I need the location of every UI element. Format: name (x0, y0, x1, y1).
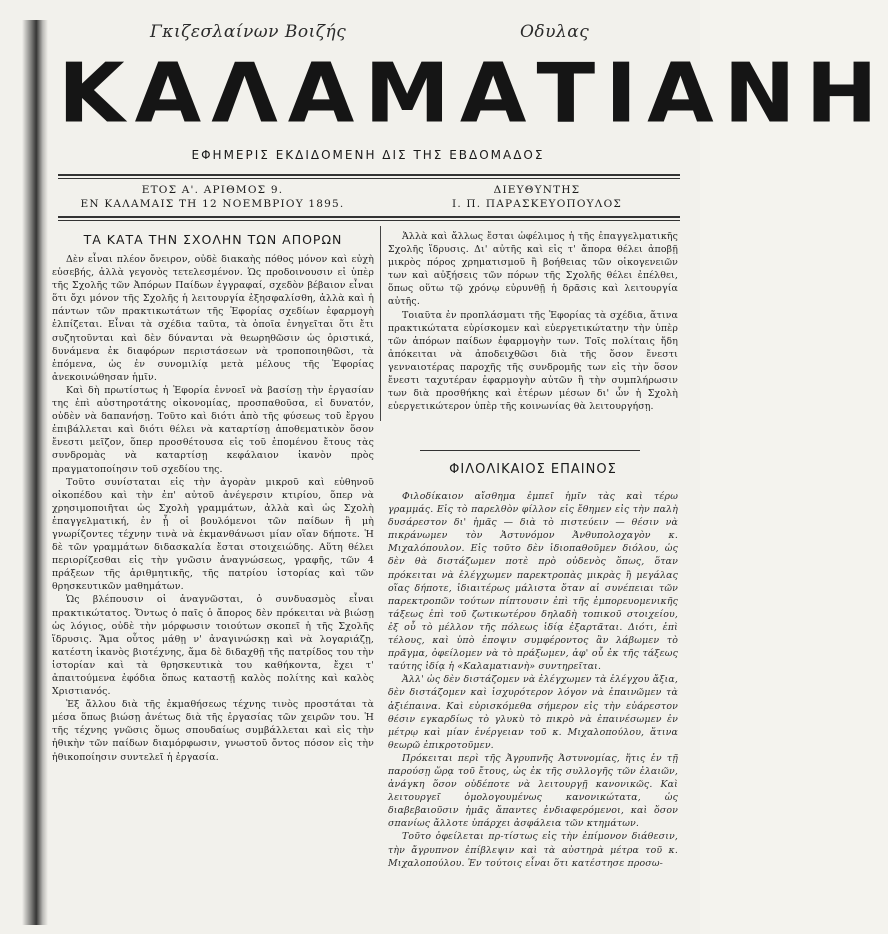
paragraph: Τοιαῦτα ἐν προπλάσματι τῆς Ἐφορίας τὰ σχέδια, ἅτινα πρακτικώτατα εὑρίσκομεν καὶ εὐεργετικώτατην τὴν ὑπὲρ τῶν ἀπόρων παίδων ἐφαρμογὴν των. Τοῖς πολίταις ἤδη ἀπόκειται νὰ ἀποδειχθῶσι διὰ τῆς ὅσον ἔνεστι γενναιοτέρας παροχῆς τῆς συνδρομῆς των εἰς τὴν ὅσον ἔνεστι ταχυτέραν ἐφαρμογὴν αὐτῶν ἢ τὴν συμπλήρωσιν των διὰ προσθήκης καὶ ἑτέρων μέσων δι' ὧν ἡ Σχολὴ εὐεργετικώτερον ὑπὲρ τῆς κοινωνίας θὰ λειτουργήσῃ. (388, 309, 678, 413)
paragraph: Καὶ δὴ πρωτίστως ἡ Ἐφορία ἐννοεῖ νὰ βασίσῃ τὴν ἐργασίαν της ἐπὶ αὐστηροτάτης οἰκονομίας, προσπαθοῦσα, εἰ δυνατόν, οὐδὲν νὰ δαπανήσῃ. Τοῦτο καὶ διότι ἀπὸ τῆς φύσεως τοῦ ἔργου ἐπιβάλλεται καὶ διότι θέλει νὰ καταρτίσῃ ἀποθεματικὸν ὅσον ἔνεστι μεῖζον, ὅπερ προσθέτουσα εἰς τοῦ ἑπομένου ἔτους τὰς συνδρομὰς νὰ καταρτίσῃ κεφάλαιον ἱκανὸν πρὸς πραγματοποίησιν τοῦ σχεδίου της. (52, 384, 374, 475)
paragraph: Δὲν εἶναι πλέον ὄνειρον, οὐδὲ διακαὴς πόθος μόνον καὶ εὐχὴ εὐσεβής, ἀλλὰ γεγονὸς τετελεσμένον. Ὡς προδοινουσιν εἰ ὑπὲρ τῆς Σχολῆς τῶν Ἀπόρων Παίδων ἐγγραφαί, σχεδὸν βέβαιον εἶναι ὅτι ὄχι μόνον τῆς Σχολῆς ἡ λειτουργία ἐξησφαλίσθη, ἀλλὰ καὶ ἡ πάντων τῶν πρακτικωτάτων τῆς Ἐφορίας σχεδίων ἐφαρμογὴ ἐλπίζεται. Εἶναι τὰ σχέδια ταῦτα, τὰ ὁποῖα ἐνηγεῖται ὅτι ἔτι συζητοῦνται καὶ δὲν δύνανται νὰ θεωρηθῶσιν ὡς ὁριστικά, δυνάμενα ἐκ διαφόρων περιστάσεων νὰ τροποποιηθῶσι, τὰ ἑπόμενα, ὡς ἐν συνομιλίᾳ μετὰ μέλους τῆς Ἐφορίας ἀνεκοινώθησαν ἡμῖν. (52, 254, 374, 383)
article-body-schools (52, 253, 374, 764)
paragraph: Ἐξ ἄλλου διὰ τῆς ἐκμαθήσεως τέχνης τινὸς προστάται τὰ μέσα ὅπως βιώσῃ ἀνέτως διὰ τῆς ἐργασίας τῶν χειρῶν του. Ἡ τῆς τέχνης γνῶσις ὅμως σπουδαίως συμβάλλεται καὶ εἰς τὴν ἠθικὴν τῶν παίδων διαμόρφωσιν, γνωστοῦ ὄντος πόσον εἰς τὴν ἠθικοποίησιν συντελεῖ ἡ ἐργασία. (52, 699, 374, 763)
editor-name: Ι. Π. ΠΑΡΑΣΚΕΥΟΠΟΥΛΟΣ (451, 198, 623, 210)
header-rule-top (58, 174, 680, 176)
masthead-subtitle: ΕΦΗΜΕΡΙΣ ΕΚΔΙΔΟΜΕΝΗ ΔΙΣ ΤΗΣ ΕΒΔΟΜΑΔΟΣ (191, 148, 545, 162)
header-rule-bottom (58, 216, 680, 218)
article-title-praise: ΦΙΛΟΛΙΚΑΙΟΣ ΕΠΑΙΝΟΣ (449, 462, 617, 477)
header-rule-bottom-thin (58, 220, 680, 221)
editor-label: ΔΙΕΥΘΥΝΤΗΣ (493, 184, 581, 196)
issue-date: ΕΝ ΚΑΛΑΜΑΙΣ ΤΗ 12 ΝΟΕΜΒΡΙΟΥ 1895. (80, 198, 345, 210)
handwritten-note-right: Οδυλας (520, 22, 590, 42)
article-schools-column (52, 230, 374, 920)
paragraph: Ἀλλ' ὡς δὲν διστάζομεν νὰ ἐλέγχωμεν τὰ ἐλέγχου ἄξια, δὲν διστάζομεν καὶ ἰσχυρότερον λόγον νὰ ἐπαινῶμεν τὰ ἀξιέπαινα. Καὶ εὑρισκόμεθα σήμερον εἰς τὴν εὐάρεστον θέσιν εγκαρδίως τὸ γλυκὺ τὸ πικρὸ νὰ ἐπαινέσωμεν ἐν μέτρῳ καὶ μίαν ἐνέργειαν τοῦ κ. Μιχαλοπούλου, ἅτινα θεωρῶ ἐπικροτοῦμεν. (388, 674, 678, 751)
issue-number: ΕΤΟΣ Α'. ΑΡΙΘΜΟΣ 9. (141, 184, 284, 196)
handwritten-note-left: Γκιζεσλαίνων Βοιζής (150, 22, 347, 42)
paragraph: Ὡς βλέπουσιν οἱ ἀναγνῶσται, ὁ συνδυασμὸς εἶναι πρακτικώτατος. Ὄντως ὁ παῖς ὁ ἄπορος δὲν πρόκειται νὰ βιώσῃ ὡς λόγιος, οὐδὲ τὴν μόρφωσιν τοιούτων σκοπεῖ ἡ τῆς Σχολῆς ἵδρυσις. Ἅμα οὗτος μάθῃ ν' ἀναγινώσκῃ καὶ νὰ λογαριάζῃ, κατέστη ἱκανὸς βιοτέχνης, ἅμα δὲ διδαχθῇ τῆς πατρίδος του τὴν ἱστορίαν καὶ τὰ θρησκευτικὰ του καθήκοντα, ἔχει τ' ἀπαιτούμενα ἐφόδια ὅπως καταστῇ καλὸς πολίτης καὶ καλὸς Χριστιανός. (52, 594, 374, 698)
paragraph: Τοῦτο συνίσταται εἰς τὴν ἀγορὰν μικροῦ καὶ εὐθηνοῦ οἰκοπέδου καὶ τὴν ἐπ' αὐτοῦ ἀνέγερσιν κτιρίου, ὅπερ νὰ χρησιμοποιῆται ὡς Σχολὴ γραμμάτων, ἀλλὰ καὶ ὡς Σχολὴ ἐπαγγελματική, ἐν ᾗ οἱ βουλόμενοι τῶν παίδων ἢ μὴ γνωρίζοντες τέχνην τινὰ νὰ ἐκμανθάνωσι μίαν οἵαν δήποτε. Ἡ δὲ τῶν γραμμάτων διδασκαλία ἔσται στοιχειώδης. Αὕτη θέλει περιορίζεσθαι εἰς τὴν γνῶσιν ἀναγνώσεως, γραφῆς, τῶν 4 πράξεων τῆς ἀριθμητικῆς, τῆς πατρίου ἱστορίας καὶ τῶν θρησκευτικῶν μαθημάτων. (52, 476, 374, 593)
article-title-schools: ΤΑ ΚΑΤΑ ΤΗΝ ΣΧΟΛΗΝ ΤΩΝ ΑΠΟΡΩΝ (83, 232, 343, 247)
scan-fold-shadow (22, 20, 48, 925)
issue-info (60, 183, 365, 211)
editor-info (392, 183, 682, 211)
header-rule-thin (58, 178, 680, 179)
paragraph: Φιλοδίκαιον αἴσθημα ἐμπεῖ ἡμῖν τὰς καὶ τέρω γραμμάς. Εἰς τὸ παρελθὸν φίλλον εἰς ἔθημεν εἰς τὴν παλὴ δυσάρεστον δι' ἡμᾶς — διὰ τὸ πιστεύειν — θέσιν νὰ πικράνωμεν τὸν Ἀστυνόμον Ἀνθυπολοχαγὸν κ. Μιχαλόπουλον. Εἰς τοῦτο δὲν ἰδιοπαθοῦμεν διόλου, ὡς δὲν θὰ διστάζωμεν ποτὲ πρὸ οὐδενὸς ὅπως, ὅταν πρόκειται νὰ ἐλέγχωμεν παρεκτροπὰς μικρὰς ἢ μεγάλας οἵας δήποτε, ἰδιαιτέρως μάλιστα ὅταν αἱ συνέπειαι τῶν παρεκτροπῶν τούτων πίπτουσιν ἐπὶ τῆς ἐμπορευομενικῆς τάξεως ἐπὶ τοῦ ζωτικωτέρου δηλαδὴ τοπικοῦ στοιχείου, ἐξ οὗ τὸ μέλλον τῆς πόλεως ἰδίᾳ ἐξαρτᾶται. Διότι, ἐπὶ τέλους, καὶ ὑπὸ ἐποψιν συμφέροντος ἂν λάβωμεν τὸ πρᾶγμα, ὀφείλομεν νὰ τὸ πράξωμεν, ἀφ' οὗ ἐκ τῆς τάξεως ταύτης ἰδίᾳ ἡ «Καλαματιανὴ» συντηρεῖται. (388, 491, 678, 673)
article-separator (420, 450, 640, 451)
article-body-praise (388, 490, 678, 870)
newspaper-masthead: ΚΑΛΑΜΑΤΙΑΝΗ (58, 46, 888, 142)
article-body-continuation (388, 230, 678, 413)
article-praise-column (388, 490, 678, 920)
paragraph: Ἀλλὰ καὶ ἄλλως ἔσται ὠφέλιμος ἡ τῆς ἐπαγγελματικῆς Σχολῆς ἵδρυσις. Δι' αὐτῆς καὶ εἰς τ' ἄπορα θέλει ἀποβῇ μικρὸς πόρος χρηματισμοῦ ἢ βοήθειας τῶν οἰκογενειῶν των καὶ αὐξήσεις τῶν πόρων τῆς Σχολῆς θέλει ἐπέλθει, ὅπως οὕτω τῷ χρόνῳ εὐρυνθῇ ἡ δρᾶσις καὶ λειτουργία αὐτῆς. (388, 231, 678, 308)
article-schools-continuation (388, 230, 678, 445)
column-divider (380, 226, 381, 421)
paragraph: Πρόκειται περὶ τῆς Ἀγρυπνῆς Ἀστυνομίας, ἥτις ἐν τῇ παρούσῃ ὥρᾳ τοῦ ἔτους, ὡς ἐκ τῆς συλλογῆς τῶν ἐλαιῶν, ἀνάγκη ὅσον οὐδέποτε νὰ λειτουργῇ κανονικῶς. Καὶ λειτουργεῖ ὁμολογουμένως κανονικώτατα, ὡς διαβεβαιοῦσιν ἡμᾶς ἅπαντες ἐνδιαφερόμενοι, καὶ ὅσον σπανίως ἄλλοτε ὑπάρχει ἀσφάλεια τῶν κτημάτων. (388, 752, 678, 830)
paragraph: Τοῦτο ὀφείλεται πρ-τίστως εἰς τὴν ἐπίμονον διάθεσιν, τὴν ἄγρυπνον ἐπίβλεψιν καὶ τὰ αὐστηρὰ μέτρα τοῦ κ. Μιχαλοπούλου. Ἐν τούτοις εἶναι ὅτι κατέστησε προσω- (388, 831, 678, 869)
